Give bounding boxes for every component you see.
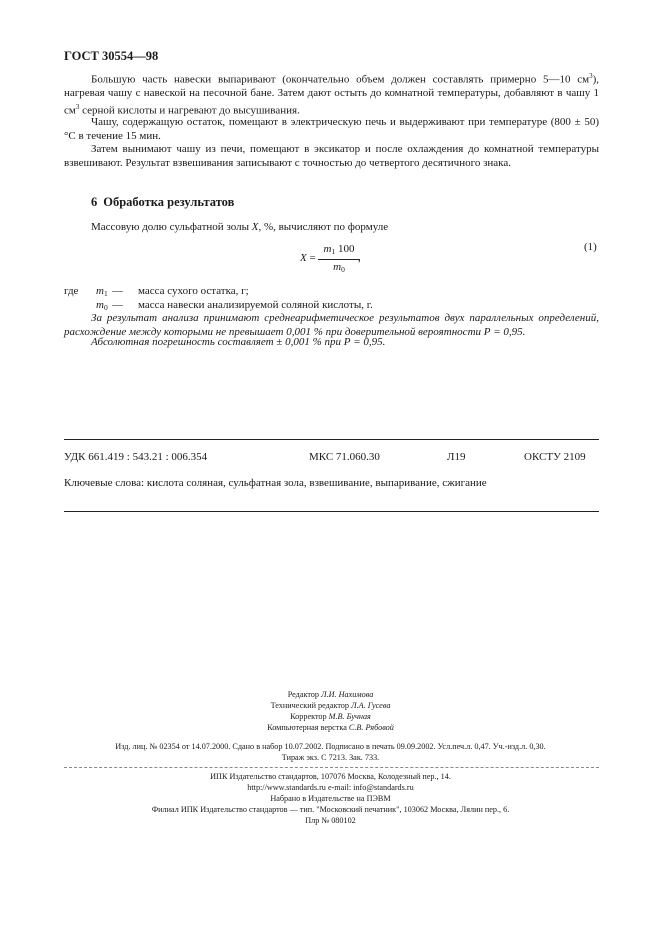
imprint-branch: Филиал ИПК Издательство стандартов — тип. "Московский печатник", 103062 Москва, Лялин пер., 6.	[151, 805, 510, 814]
formula-lhs-var: X	[300, 252, 307, 264]
formula-intro-text: Массовую долю сульфатной золы	[91, 221, 252, 233]
section-title: Обработка результатов	[103, 195, 235, 209]
numerator-rest: 100	[335, 243, 355, 255]
l-code: Л19	[447, 451, 466, 463]
imprint-plr: Плр № 080102	[305, 816, 356, 825]
section-heading	[91, 195, 234, 210]
rule-bottom	[64, 511, 599, 512]
keywords: Ключевые слова: кислота соляная, сульфатная зола, взвешивание, выпаривание, сжигание	[64, 477, 487, 489]
formula-comma: ,	[358, 252, 361, 264]
imprint-publisher: ИПК Издательство стандартов, 107076 Москва, Колодезный пер., 14.	[210, 772, 451, 781]
imprint-divider	[64, 767, 599, 768]
person: М.В. Бучная	[328, 712, 371, 721]
denominator-var: m	[333, 261, 342, 273]
person: Л.А. Гусева	[351, 701, 391, 710]
formula-fraction	[318, 243, 360, 276]
note-error: Абсолютная погрешность составляет ± 0,001 % при Р = 0,95.	[91, 336, 386, 348]
formula-intro-text: , %, вычисляют по формуле	[258, 221, 389, 233]
person: С.В. Рябовой	[348, 723, 394, 732]
where-text: масса навески анализируемой соляной кислоты, г.	[138, 298, 373, 311]
role: Корректор	[290, 712, 329, 721]
formula	[300, 243, 370, 275]
imprint-corrector	[0, 712, 661, 723]
paragraph-text: серной кислоты и нагревают до высушивания.	[79, 104, 300, 117]
where-sub: 0	[103, 302, 108, 312]
imprint-tech	[0, 701, 661, 712]
role: Технический редактор	[270, 701, 352, 710]
section-number: 6	[91, 195, 98, 209]
imprint-web: http://www.standards.ru e-mail: info@standards.ru	[247, 783, 414, 792]
person: Л.И. Нахимова	[321, 690, 374, 699]
formula-equals: =	[306, 252, 316, 264]
rule-top	[64, 439, 599, 440]
formula-number: (1)	[584, 241, 597, 253]
denominator-sub: 0	[341, 265, 345, 274]
where-var: m	[96, 298, 104, 311]
imprint-layout	[0, 723, 661, 734]
udk-code: УДК 661.419 : 543.21 : 006.354	[64, 451, 208, 463]
imprint-typeset: Набрано в Издательстве на ПЭВМ	[270, 794, 391, 803]
paragraph-furnace: Чашу, содержащую остаток, помещают в электрическую печь и выдерживают при температуре (800 ± 50) °С в течение 15 мин.	[64, 116, 599, 142]
formula-lhs	[300, 252, 316, 264]
where-var: m	[96, 285, 104, 297]
imprint-license: Изд. лиц. № 02354 от 14.07.2000. Сдано в набор 10.07.2002. Подписано в печать 09.09.2002. Усл.печ.л. 0,47. Уч.-изд.л. 0,30.	[115, 742, 546, 751]
imprint-circulation: Тираж экз. С 7213. Зак. 733.	[281, 753, 380, 762]
formula-denominator	[318, 261, 360, 276]
paragraph-text: Большую часть навески выпаривают (окончательно объем должен составлять примерно 5—10 см	[91, 73, 590, 86]
standard-code-header: ГОСТ 30554—98	[64, 49, 159, 63]
numerator-sub: 1	[331, 247, 336, 256]
role: Редактор	[287, 690, 322, 699]
paragraph-text: ), нагревая чашу с навеской на песочной бане. Затем дают остыть до комнатной температуры, добавляют в чашу 1 см	[64, 73, 599, 117]
fraction-bar	[318, 259, 360, 260]
where-dash: —	[112, 285, 123, 297]
where-dash: —	[112, 298, 123, 311]
formula-intro-variable: X	[251, 221, 259, 233]
numerator-var: m	[323, 243, 332, 255]
okstu-code: ОКСТУ 2109	[524, 451, 586, 463]
superscript: 3	[75, 102, 80, 111]
note-result: За результат анализа принимают среднеарифметическое результатов двух параллельных определений, расхождение между которыми не превышает 0,001 % при доверительной вероятности Р = 0,95.	[64, 312, 599, 338]
formula-numerator	[318, 243, 360, 258]
paragraph-evaporation	[64, 70, 599, 118]
where-prefix: где	[64, 285, 79, 297]
role: Компьютерная верстка	[267, 723, 349, 732]
where-text: масса сухого остатка, г;	[138, 285, 249, 297]
where-sub: 1	[103, 289, 108, 298]
imprint-editor	[0, 690, 661, 701]
superscript: 3	[589, 72, 593, 80]
mks-code: МКС 71.060.30	[309, 451, 380, 463]
formula-intro	[64, 221, 599, 235]
paragraph-weighing: Затем вынимают чашу из печи, помещают в эксикатор и после охлаждения до комнатной температуры взвешивают. Результат взвешивания записывают с точностью до четвертого десятичного знака.	[64, 143, 599, 169]
